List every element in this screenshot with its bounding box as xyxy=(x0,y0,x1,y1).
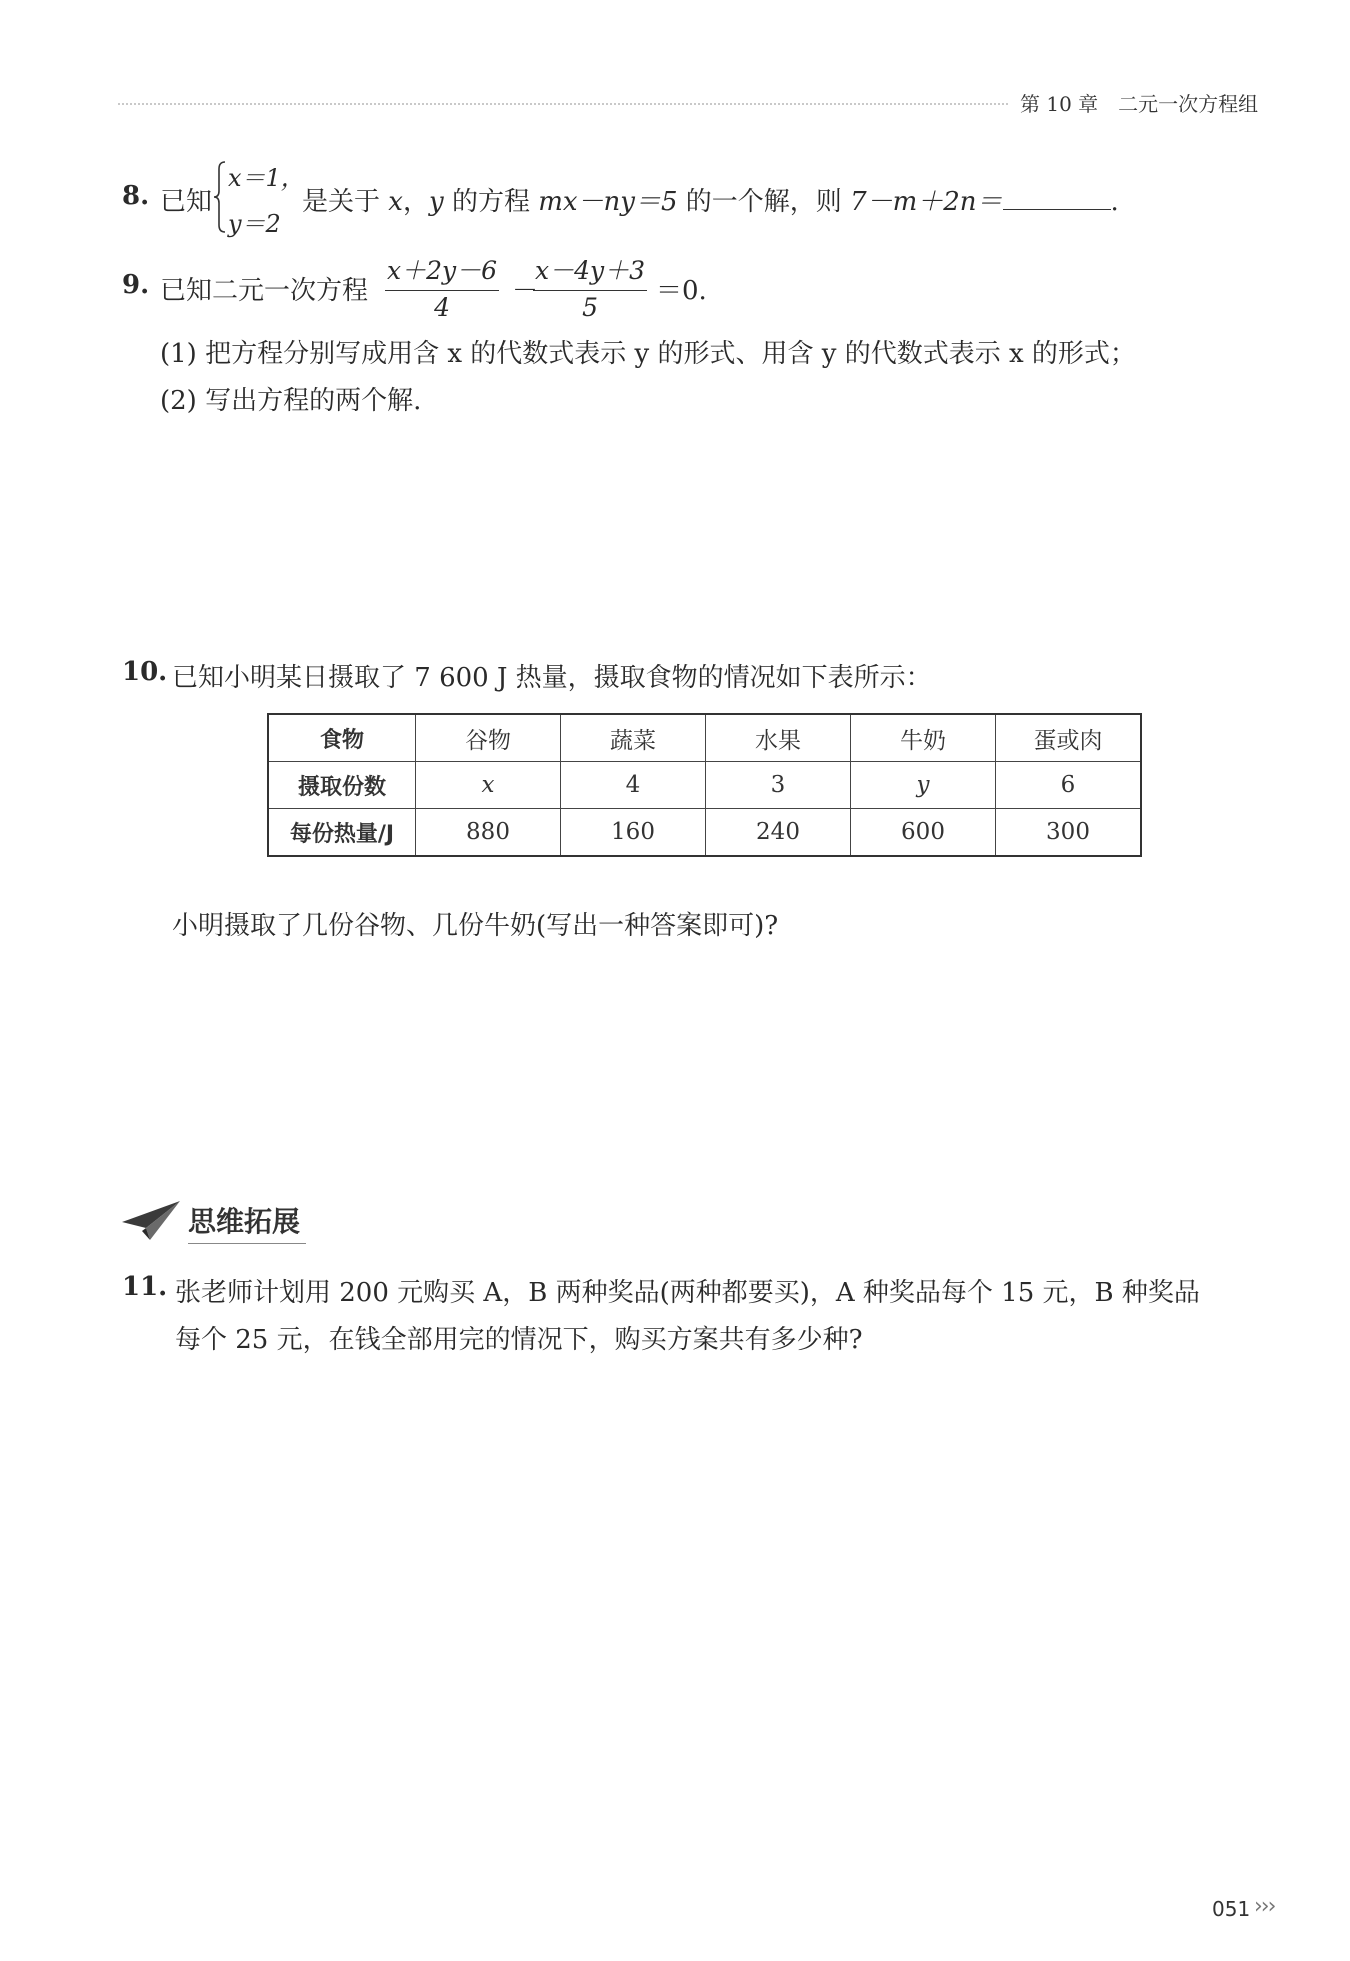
table-header-row xyxy=(268,714,1141,762)
table-cell: 牛奶 xyxy=(851,714,996,762)
fraction-minus: － xyxy=(512,276,539,306)
q8-body: 是关于 x，y 的方程 mx－ny＝5 的一个解，则 7－m＋2n＝ . xyxy=(302,181,1119,218)
q10-text: 已知小明某日摄取了 7 600 J 热量，摄取食物的情况如下表所示： xyxy=(172,663,932,693)
table-cell: 300 xyxy=(996,809,1142,857)
table-cell: x xyxy=(416,762,561,809)
table-cell: 水果 xyxy=(706,714,851,762)
table-cell: 食物 xyxy=(268,714,416,762)
food-table xyxy=(267,713,1142,857)
q9-eq-end: ＝0. xyxy=(656,276,707,306)
chevron-right-icon: ››› xyxy=(1254,1894,1275,1919)
section-underline xyxy=(188,1243,306,1244)
system-line-1: x＝1， xyxy=(228,164,305,192)
table-row xyxy=(268,809,1141,857)
table-cell: 160 xyxy=(561,809,706,857)
table-cell: 谷物 xyxy=(416,714,561,762)
q11-line-2: 每个 25 元，在钱全部用完的情况下，购买方案共有多少种? xyxy=(175,1325,863,1355)
q9-lead: 已知二元一次方程 xyxy=(160,276,369,306)
q10-number: 10. xyxy=(122,657,168,687)
q11-number: 11. xyxy=(122,1272,168,1302)
page-number: 051 xyxy=(1212,1897,1251,1921)
table-cell: y xyxy=(851,762,996,809)
answer-blank[interactable] xyxy=(1003,183,1111,210)
q9-part-1: (1) 把方程分别写成用含 x 的代数式表示 y 的形式、用含 y 的代数式表示 x 的形式； xyxy=(160,339,1136,369)
q9-part-2: (2) 写出方程的两个解. xyxy=(160,386,422,416)
table-cell: 240 xyxy=(706,809,851,857)
section-title: 思维拓展 xyxy=(188,1205,301,1238)
table-cell: 蛋或肉 xyxy=(996,714,1142,762)
header-rule xyxy=(118,103,1008,105)
system-line-2: y＝2 xyxy=(228,210,281,238)
q10-question: 小明摄取了几份谷物、几份牛奶(写出一种答案即可)? xyxy=(172,911,779,941)
table-cell: 880 xyxy=(416,809,561,857)
q9-number: 9. xyxy=(122,270,150,300)
table-cell: 4 xyxy=(561,762,706,809)
fraction-1: x＋2y－6 4 xyxy=(387,256,498,322)
table-cell: 6 xyxy=(996,762,1142,809)
table-cell: 蔬菜 xyxy=(561,714,706,762)
table-row xyxy=(268,762,1141,809)
table-cell: 3 xyxy=(706,762,851,809)
fraction-2: x－4y＋3 5 xyxy=(535,256,646,322)
chapter-header: 第 10 章 二元一次方程组 xyxy=(1020,92,1259,116)
table-cell: 600 xyxy=(851,809,996,857)
table-cell: 摄取份数 xyxy=(268,762,416,809)
system-brace xyxy=(213,161,227,233)
paper-plane-icon xyxy=(120,1198,182,1242)
q8-lead: 已知 xyxy=(160,187,213,217)
q8-number: 8. xyxy=(122,181,150,211)
q11-line-1: 张老师计划用 200 元购买 A，B 两种奖品(两种都要买)，A 种奖品每个 15 元，B 种奖品 xyxy=(175,1278,1200,1308)
table-cell: 每份热量/J xyxy=(268,809,416,857)
